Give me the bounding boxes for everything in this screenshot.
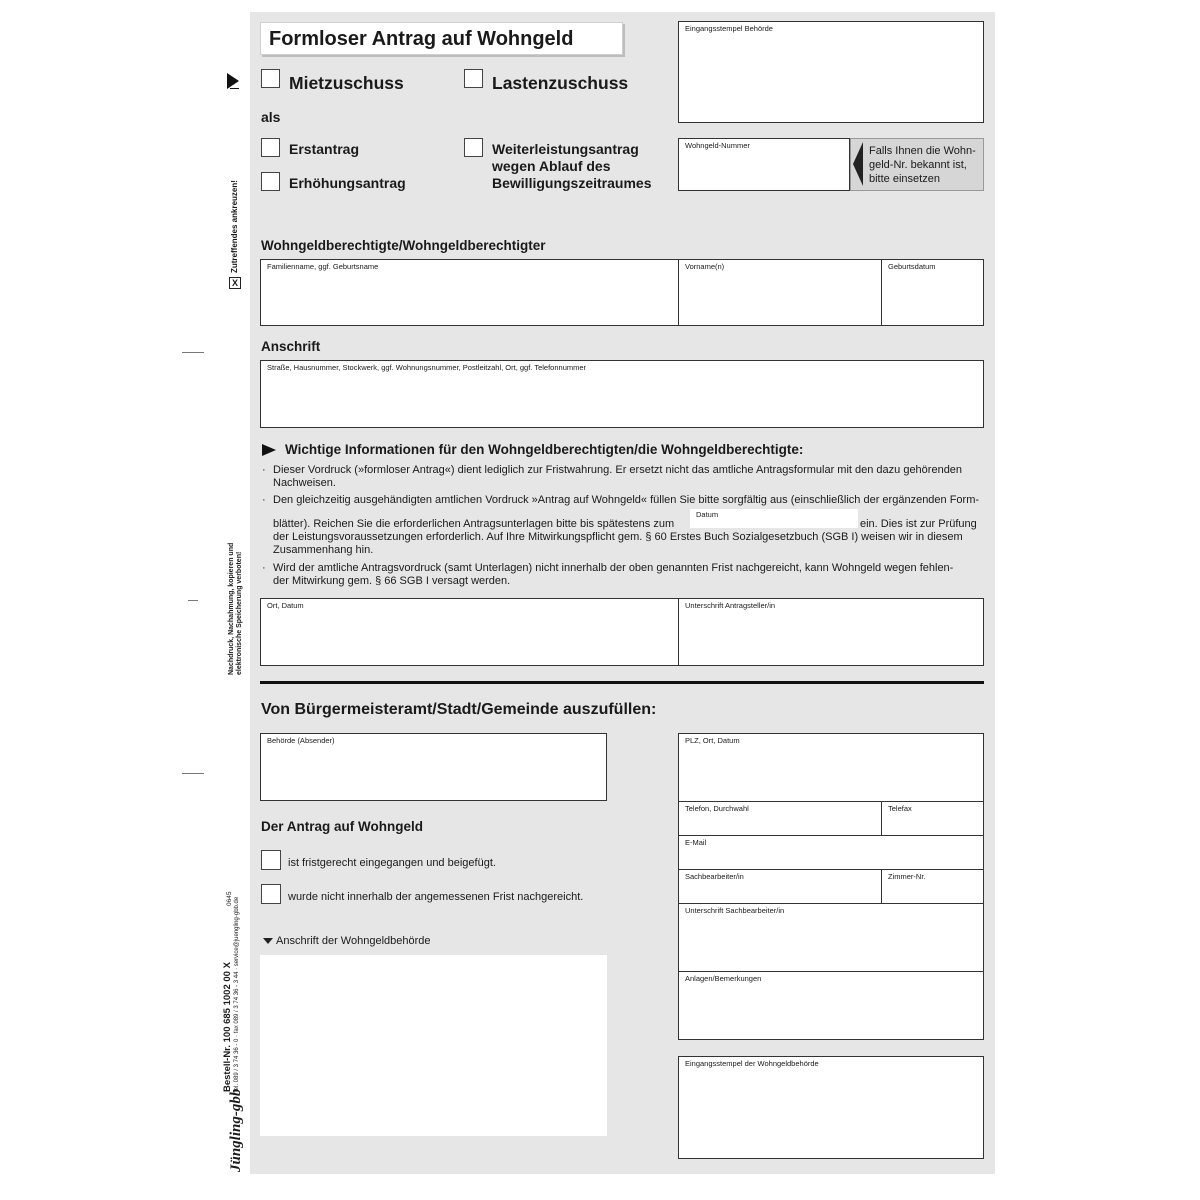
fold-mark-2 [188, 600, 198, 601]
wohngeld-nummer-field[interactable] [678, 138, 850, 191]
behoerde-absender-label: Behörde (Absender) [267, 736, 335, 745]
vorname-field[interactable] [678, 259, 882, 326]
anschrift-behoerde-field[interactable] [260, 955, 607, 1136]
unterschrift-sachbearbeiter-label: Unterschrift Sachbearbeiter/in [685, 906, 785, 915]
info-heading: Wichtige Informationen für den Wohngeldberechtigten/die Wohngeldberechtigte: [285, 442, 804, 457]
anschrift-field[interactable] [260, 360, 984, 428]
mietzuschuss-checkbox[interactable] [261, 69, 280, 88]
weiterleistungsantrag-checkbox[interactable] [464, 138, 483, 157]
pointer-arrow-underline [230, 88, 239, 89]
info-b2-line-2a: blätter). Reichen Sie die erforderlichen Antragsunterlagen bitte bis spätestens zum [273, 518, 675, 530]
unterschrift-antragsteller-label: Unterschrift Antragsteller/in [685, 601, 776, 610]
wohngeld-nummer-label: Wohngeld-Nummer [685, 141, 750, 150]
telefax-label: Telefax [888, 804, 912, 813]
telefon-field[interactable] [678, 801, 882, 836]
form-code: 0645 [226, 891, 233, 906]
wohngeld-hint-line-2: geld-Nr. bekannt ist, [869, 159, 967, 171]
datum-label: Datum [696, 510, 719, 519]
authority-heading: Von Bürgermeisteramt/Stadt/Gemeinde auszufüllen: [261, 701, 657, 718]
weiterleistungsantrag-label-3: Bewilligungszeitraumes [492, 175, 652, 191]
ort-datum-field[interactable] [260, 598, 679, 666]
form-title: Formloser Antrag auf Wohngeld [269, 28, 574, 50]
zimmer-field[interactable] [881, 869, 984, 904]
antrag-heading: Der Antrag auf Wohngeld [261, 819, 423, 834]
info-arrow-icon [262, 444, 276, 456]
eingangsstempel-wohngeld-label: Eingangsstempel der Wohngeldbehörde [685, 1059, 819, 1068]
als-label: als [261, 109, 281, 125]
copyright-line-2: elektronische Speicherung verboten! [236, 551, 243, 675]
anlagen-field[interactable] [678, 971, 984, 1040]
telefax-field[interactable] [881, 801, 984, 836]
publisher-contact: tel. 089 / 3 74 36 - 0 · fax 089 / 3 74 36 - 3 44 · service@juengling-gbb.de [234, 896, 240, 1092]
familienname-label: Familienname, ggf. Geburtsname [267, 262, 379, 271]
plz-ort-datum-label: PLZ, Ort, Datum [685, 736, 740, 745]
plz-ort-datum-field[interactable] [678, 733, 984, 802]
eingangsstempel-behoerde-field[interactable] [678, 21, 984, 123]
weiterleistungsantrag-label-2: wegen Ablauf des [492, 158, 611, 174]
erhoehungsantrag-checkbox[interactable] [261, 172, 280, 191]
fold-mark-1 [182, 352, 204, 353]
geburtsdatum-label: Geburtsdatum [888, 262, 936, 271]
lastenzuschuss-label: Lastenzuschuss [492, 73, 629, 93]
nicht-nachgereicht-checkbox[interactable] [261, 884, 281, 904]
beneficiary-heading: Wohngeldberechtigte/Wohngeldberechtigter [261, 238, 546, 253]
publisher-logo: Jüngling-gbb [228, 1088, 244, 1172]
anschrift-heading: Anschrift [261, 339, 321, 354]
hint-arrow-icon [853, 142, 863, 186]
email-label: E-Mail [685, 838, 707, 847]
unterschrift-antragsteller-field[interactable] [678, 598, 984, 666]
fristgerecht-checkbox[interactable] [261, 850, 281, 870]
info-b1-line-2: Nachweisen. [273, 477, 336, 489]
copyright-line-1: Nachdruck, Nachahmung, kopieren und [228, 542, 235, 675]
anlagen-label: Anlagen/Bemerkungen [685, 974, 762, 983]
weiterleistungsantrag-label-1: Weiterleistungsantrag [492, 141, 639, 157]
info-b2-line-4: Zusammenhang hin. [273, 544, 374, 556]
unterschrift-sachbearbeiter-field[interactable] [678, 903, 984, 972]
info-bullet-2: · [262, 494, 266, 506]
section-divider [260, 681, 984, 684]
anschrift-behoerde-arrow-icon [263, 938, 273, 944]
sachbearbeiter-label: Sachbearbeiter/in [685, 872, 744, 881]
email-field[interactable] [678, 835, 984, 870]
erhoehungsantrag-label: Erhöhungsantrag [289, 175, 406, 191]
geburtsdatum-field[interactable] [881, 259, 984, 326]
info-b1-line-1: Dieser Vordruck (»formloser Antrag«) dient lediglich zur Fristwahrung. Er ersetzt nicht das amtliche Antragsformular mit den dazu gehörenden [273, 464, 963, 476]
telefon-label: Telefon, Durchwahl [685, 804, 749, 813]
erstantrag-checkbox[interactable] [261, 138, 280, 157]
fristgerecht-label: ist fristgerecht eingegangen und beigefügt. [288, 857, 496, 869]
eingangsstempel-behoerde-label: Eingangsstempel Behörde [685, 24, 773, 33]
anschrift-behoerde-label: Anschrift der Wohngeldbehörde [276, 935, 431, 947]
ort-datum-label: Ort, Datum [267, 601, 304, 610]
info-b2-line-3: der Leistungsvoraussetzungen erforderlich. Auf Ihre Mitwirkungspflicht gem. § 60 Erstes Buch Sozialgesetzbuch (SGB I) weisen wir in diesem [273, 531, 963, 543]
info-b3-line-1: Wird der amtliche Antragsvordruck (samt Unterlagen) nicht innerhalb der oben genannten Frist nachgereicht, kann Wohngeld wegen fehlen- [273, 562, 954, 574]
sachbearbeiter-field[interactable] [678, 869, 882, 904]
info-bullet-1: · [262, 464, 266, 476]
anschrift-label: Straße, Hausnummer, Stockwerk, ggf. Wohnungsnummer, Postleitzahl, Ort, ggf. Telefonnummer [267, 363, 587, 372]
pointer-arrow-icon [227, 73, 239, 89]
cross-marker-box: X [229, 277, 241, 289]
zimmer-label: Zimmer-Nr. [888, 872, 926, 881]
wohngeld-hint-line-3: bitte einsetzen [869, 173, 940, 185]
familienname-field[interactable] [260, 259, 679, 326]
lastenzuschuss-checkbox[interactable] [464, 69, 483, 88]
erstantrag-label: Erstantrag [289, 141, 360, 157]
vorname-label: Vorname(n) [685, 262, 725, 271]
info-bullet-3: · [262, 562, 266, 574]
eingangsstempel-wohngeld-field[interactable] [678, 1056, 984, 1159]
nicht-nachgereicht-label: wurde nicht innerhalb der angemessenen Frist nachgereicht. [288, 891, 584, 903]
behoerde-absender-field[interactable] [260, 733, 607, 801]
fold-mark-3 [182, 773, 204, 774]
wohngeld-hint-line-1: Falls Ihnen die Wohn- [869, 145, 976, 157]
order-number: Bestell-Nr. 100 685 1002 00 X [222, 962, 233, 1092]
info-b3-line-2: der Mitwirkung gem. § 66 SGB I versagt werden. [273, 575, 511, 587]
form-sheet [250, 12, 995, 1174]
mietzuschuss-label: Mietzuschuss [289, 73, 404, 93]
zutreffendes-hint: Zutreffendes ankreuzen! [230, 180, 239, 273]
info-b2-line-1: Den gleichzeitig ausgehändigten amtlichen Vordruck »Antrag auf Wohngeld« füllen Sie bitte sorgfältig aus (einschließlich der ergänzenden Form- [273, 494, 980, 506]
info-b2-line-2b: ein. Dies ist zur Prüfung [860, 518, 977, 530]
